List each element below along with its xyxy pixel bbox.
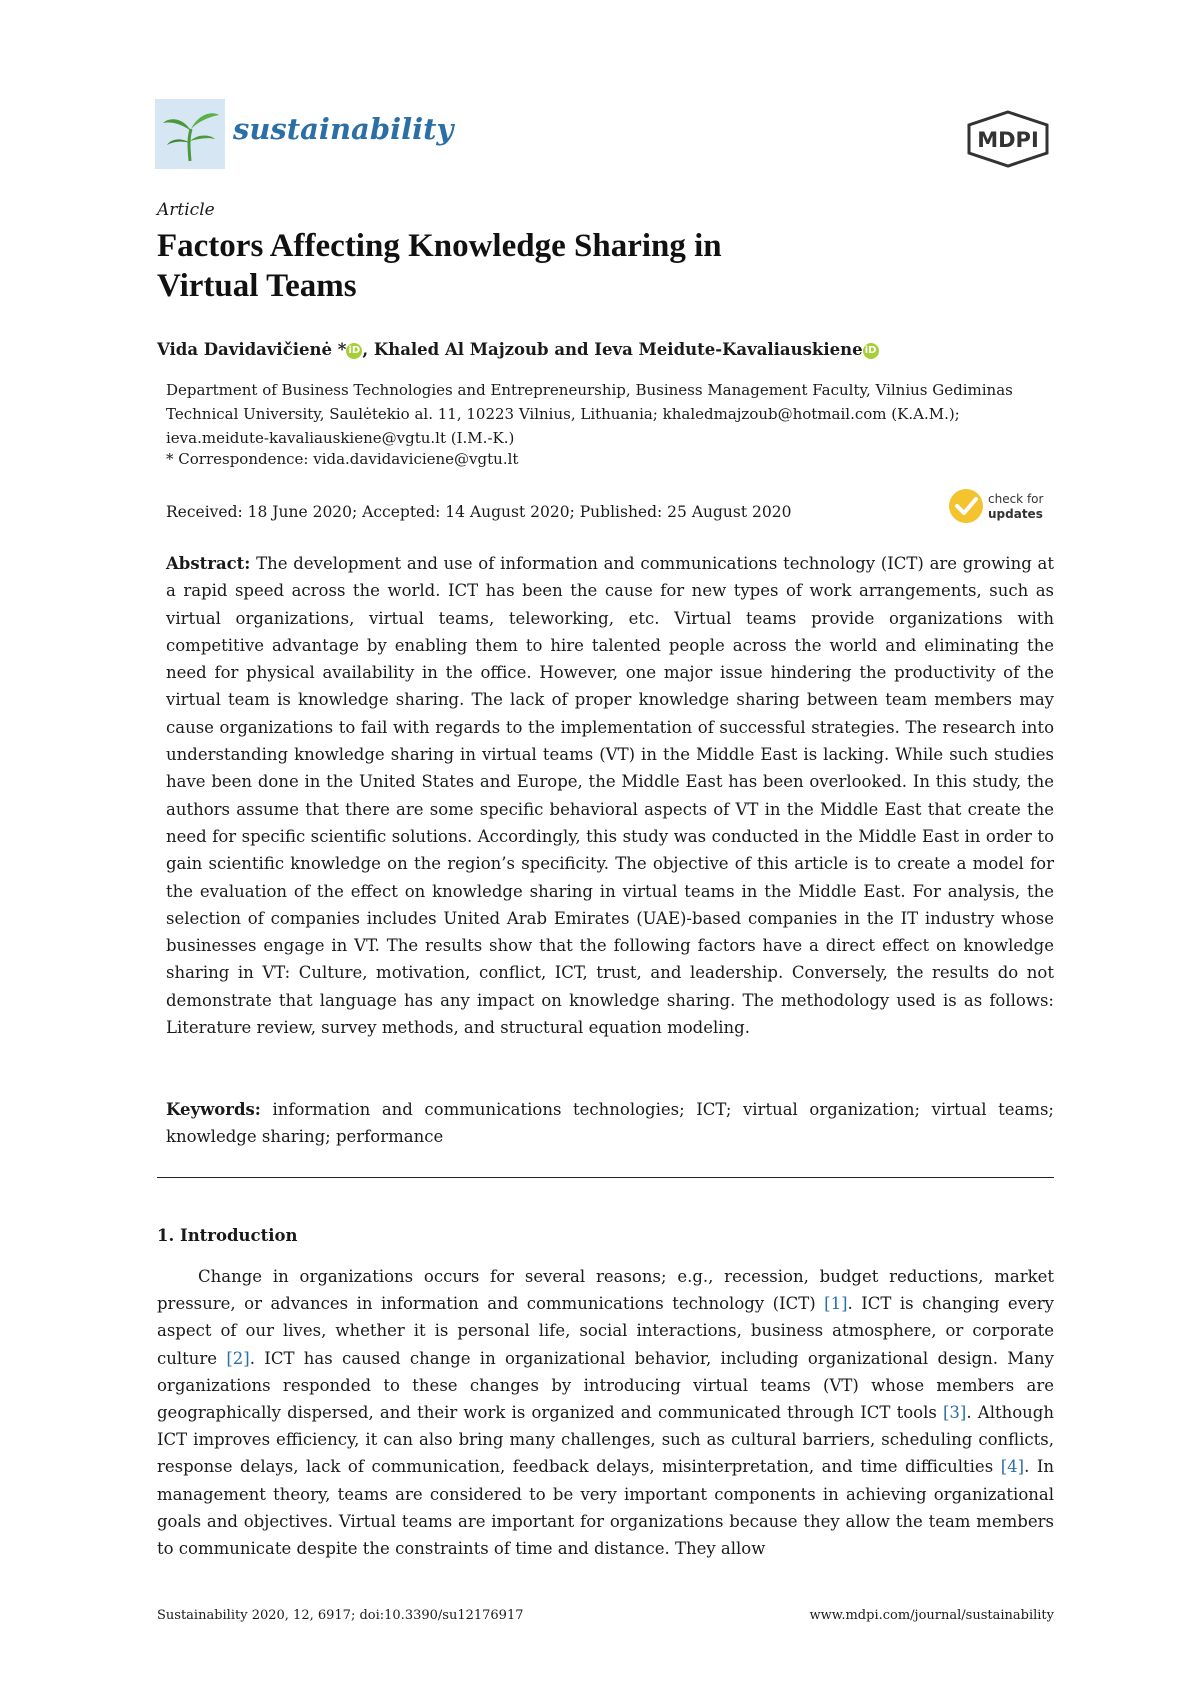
keywords-text: information and communications technologies; ICT; virtual organization; virtual teams; knowledge sharing; performance bbox=[166, 1100, 1054, 1147]
paragraph-text: . ICT is changing every aspect of our lives, whether it is personal life, social interactions, business atmosphere, or corporate culture bbox=[157, 1294, 1054, 1368]
abstract-text: The development and use of information and communications technology (ICT) are growing at a rapid speed across the world. ICT has been the cause for new types of work arrangements, such as virtual organizations, virtual teams, teleworking, etc. Virtual teams provide organizations with competitive advantage by enabling them to hire talented people across the world and eliminating the need for physical availability in the office. However, one major issue hindering the productivity of the virtual team is knowledge sharing. The lack of proper knowledge sharing between team members may cause organizations to fail with regards to the implementation of successful strategies. The research into understanding knowledge sharing in virtual teams (VT) in the Middle East is lacking. While such studies have been done in the United States and Europe, the Middle East has been overlooked. In this study, the authors assume that there are some specific behavioral aspects of VT in the Middle East that create the need for specific scientific solutions. Accordingly, this study was conducted in the Middle East in order to gain scientific knowledge on the region’s specificity. The objective of this article is to create a model for the evaluation of the effect on knowledge sharing in virtual teams in the Middle East. For analysis, the selection of companies includes United Arab Emirates (UAE)-based companies in the IT industry whose businesses engage in VT. The results show that the following factors have a direct effect on knowledge sharing in VT: Culture, motivation, conflict, ICT, trust, and leadership. Conversely, the results do not demonstrate that language has any impact on knowledge sharing. The methodology used is as follows: Literature review, survey methods, and structural equation modeling. bbox=[166, 554, 1054, 1038]
check-badge-line-2: updates bbox=[988, 507, 1043, 521]
title-line-1: Factors Affecting Knowledge Sharing in bbox=[157, 228, 722, 264]
abstract-label: Abstract: bbox=[166, 554, 251, 573]
paragraph-text: . In management theory, teams are considered to be very important components in achieving organizational goals and objectives. Virtual teams are important for organizations because they allow the team members to communicate despite the constraints of time and distance. They allow bbox=[157, 1457, 1054, 1559]
citation-link[interactable]: [1] bbox=[824, 1294, 848, 1314]
keywords bbox=[166, 1096, 1054, 1151]
publication-dates: Received: 18 June 2020; Accepted: 14 August 2020; Published: 25 August 2020 bbox=[166, 503, 792, 521]
mdpi-logo-text: MDPI bbox=[977, 128, 1039, 152]
article-title bbox=[157, 226, 1057, 306]
author-1: Vida Davidavičienė * bbox=[157, 340, 347, 359]
affiliation-line-1: Department of Business Technologies and Entrepreneurship, Business Management Faculty, Vilnius Gediminas bbox=[166, 381, 1013, 399]
paragraph-text: . ICT has caused change in organizational behavior, including organizational design. Many organizations responded to these changes by introducing virtual teams (VT) whose members are geographically dispersed, and their work is organized and communicated through ICT tools bbox=[157, 1348, 1054, 1423]
citation-link[interactable]: [4] bbox=[1000, 1457, 1025, 1477]
journal-name: sustainability bbox=[233, 112, 454, 146]
article-type: Article bbox=[157, 200, 215, 220]
paragraph-text: . Although ICT improves efficiency, it can also bring many challenges, such as cultural barriers, scheduling conflicts, response delays, lack of communication, feedback delays, misinterpretation, and time difficulties bbox=[157, 1403, 1054, 1477]
plant-icon bbox=[155, 99, 225, 169]
section-heading: 1. Introduction bbox=[157, 1226, 298, 1245]
check-badge-line-1: check for bbox=[988, 492, 1044, 506]
footer-url[interactable]: www.mdpi.com/journal/sustainability bbox=[809, 1608, 1054, 1623]
journal-logo bbox=[155, 99, 225, 169]
divider bbox=[157, 1177, 1054, 1178]
affiliation bbox=[166, 378, 1056, 450]
intro-paragraph bbox=[157, 1263, 1054, 1562]
affiliation-line-2: Technical University, Saulėtekio al. 11, 10223 Vilnius, Lithuania; khaledmajzoub@hotmail.com (K.A.M.); bbox=[166, 405, 960, 423]
author-list bbox=[157, 340, 879, 359]
keywords-label: Keywords: bbox=[166, 1100, 261, 1119]
citation-link[interactable]: [3] bbox=[943, 1403, 967, 1423]
mdpi-logo bbox=[965, 110, 1051, 168]
author-2-3: , Khaled Al Majzoub and Ieva Meidute-Kavaliauskiene bbox=[362, 340, 863, 359]
affiliation-line-3: ieva.meidute-kavaliauskiene@vgtu.lt (I.M.-K.) bbox=[166, 429, 515, 447]
abstract bbox=[166, 550, 1054, 1041]
orcid-icon[interactable]: iD bbox=[346, 343, 362, 359]
citation-link[interactable]: [2] bbox=[226, 1348, 250, 1368]
correspondence: * Correspondence: vida.davidaviciene@vgtu.lt bbox=[166, 450, 519, 468]
orcid-icon[interactable]: iD bbox=[863, 343, 879, 359]
title-line-2: Virtual Teams bbox=[157, 268, 357, 304]
check-for-updates-badge[interactable] bbox=[948, 486, 1058, 526]
footer-citation: Sustainability 2020, 12, 6917; doi:10.3390/su12176917 bbox=[157, 1608, 524, 1623]
paragraph-text: Change in organizations occurs for several reasons; e.g., recession, budget reductions, market pressure, or advances in information and communications technology (ICT) bbox=[157, 1267, 1054, 1314]
